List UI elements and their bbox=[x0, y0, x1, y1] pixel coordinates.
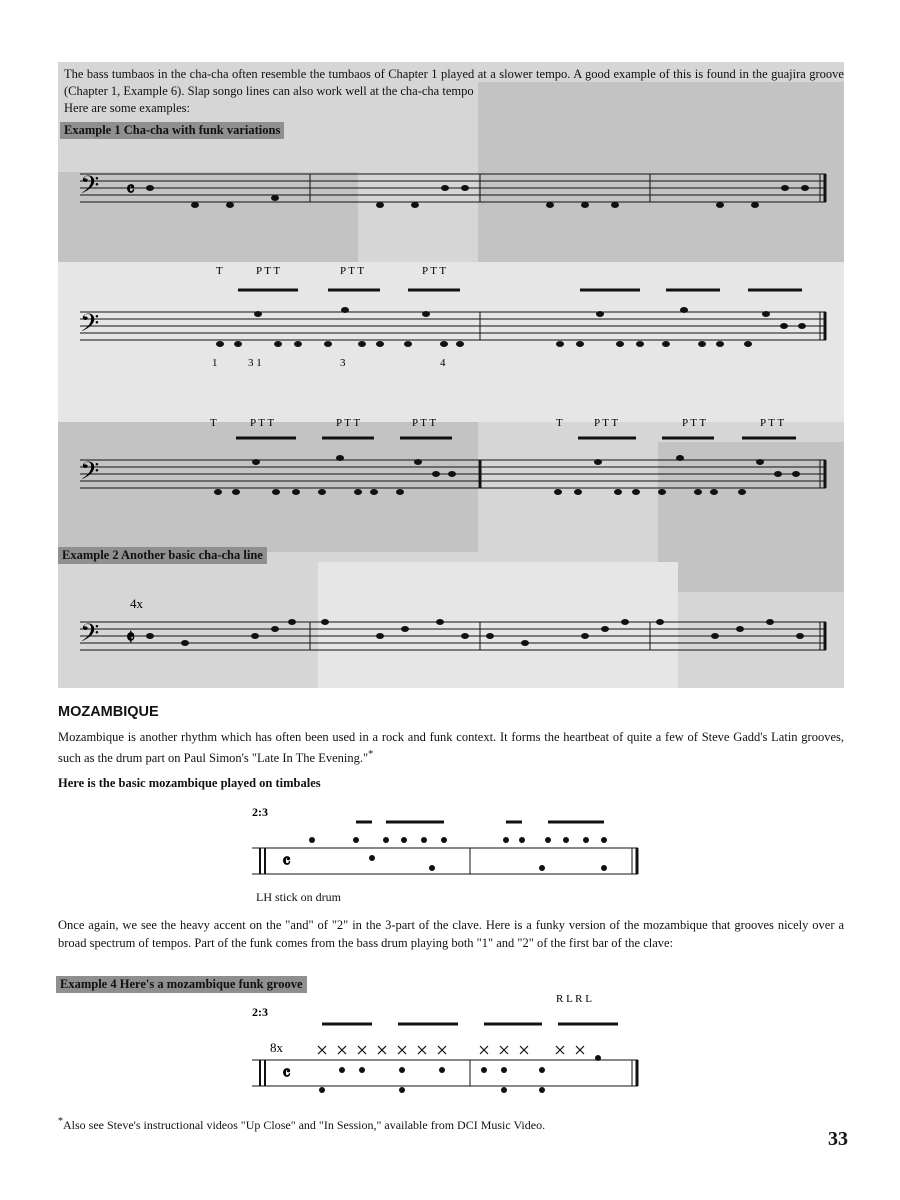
intro-text bbox=[64, 66, 844, 117]
footnote-text: Also see Steve's instructional videos "Up Close" and "In Session," available from DCI Music Video. bbox=[63, 1118, 546, 1132]
repeat-count: 8x bbox=[270, 1040, 283, 1055]
slap-marking: P T T bbox=[412, 417, 437, 429]
mozambique-paragraph bbox=[58, 728, 844, 767]
fingering: 3 1 bbox=[248, 357, 262, 369]
footnote-marker: * bbox=[368, 749, 374, 760]
bass-clef-icon: 𝄢 bbox=[80, 620, 100, 653]
slap-marking: T bbox=[216, 265, 223, 277]
slap-marking: P T T bbox=[682, 417, 707, 429]
timbales-notation bbox=[252, 798, 652, 888]
notation-caption: LH stick on drum bbox=[256, 890, 341, 904]
example-4-notation bbox=[252, 990, 652, 1100]
example-1-staff-row-2 bbox=[70, 262, 830, 372]
slap-marking: P T T bbox=[336, 417, 361, 429]
slap-marking: P T T bbox=[250, 417, 275, 429]
example-2-label: Example 2 Another basic cha-cha line bbox=[58, 547, 267, 564]
intro-line-2: Here are some examples: bbox=[64, 101, 190, 115]
slap-marking: P T T bbox=[422, 265, 447, 277]
bass-clef-icon: 𝄢 bbox=[80, 458, 100, 491]
common-time-icon: 𝄴 bbox=[282, 851, 291, 873]
slap-marking: P T T bbox=[340, 265, 365, 277]
timbales-subhead: Here is the basic mozambique played on timbales bbox=[58, 776, 321, 790]
footnote bbox=[58, 1116, 545, 1133]
fingering: 1 bbox=[212, 357, 218, 369]
page-number: 33 bbox=[828, 1128, 848, 1150]
paragraph-text: Mozambique is another rhythm which has often been used in a rock and funk context. It forms the heartbeat of quite a few of Steve Gadd's Latin grooves, such as the drum part on Paul Simon's "Late In The Evening." bbox=[58, 730, 844, 766]
example-2-staff bbox=[70, 592, 830, 672]
common-time-icon: 𝄴 bbox=[282, 1063, 291, 1085]
common-time-icon: 𝄴 bbox=[126, 179, 135, 201]
bass-clef-icon: 𝄢 bbox=[80, 172, 100, 205]
bass-clef-icon: 𝄢 bbox=[80, 310, 100, 343]
repeat-count: 4x bbox=[130, 596, 143, 611]
example-4-label: Example 4 Here's a mozambique funk groove bbox=[56, 976, 307, 993]
clave-label: 2:3 bbox=[252, 1005, 268, 1019]
cut-time-icon: 𝄵 bbox=[126, 627, 135, 649]
slap-marking: T bbox=[556, 417, 563, 429]
slap-marking: P T T bbox=[760, 417, 785, 429]
fingering: 3 bbox=[340, 357, 346, 369]
fingering: 4 bbox=[440, 357, 446, 369]
section-heading: MOZAMBIQUE bbox=[58, 704, 159, 720]
example-1-staff-row-1 bbox=[70, 168, 830, 218]
clave-label: 2:3 bbox=[252, 805, 268, 819]
slap-marking: T bbox=[210, 417, 217, 429]
sticking-label: R L R L bbox=[556, 993, 592, 1005]
mozambique-paragraph-2: Once again, we see the heavy accent on the "and" of "2" in the 3-part of the clave. Here is a funky version of the mozambique that grooves nicely over a broad spectrum of tempos. Part of the funk comes from the bass drum playing both "1" and "2" of the first bar of the clave: bbox=[58, 918, 844, 950]
slap-marking: P T T bbox=[256, 265, 281, 277]
example-1-label: Example 1 Cha-cha with funk variations bbox=[60, 122, 284, 139]
example-1-staff-row-3 bbox=[70, 414, 830, 504]
slap-marking: P T T bbox=[594, 417, 619, 429]
footnote-marker: * bbox=[58, 1116, 63, 1127]
intro-line-1: The bass tumbaos in the cha-cha often resemble the tumbaos of Chapter 1 played at a slower tempo. A good example of this is found in the guajira groove (Chapter 1, Example 6). Slap songo lines can also work well at the cha-cha tempo bbox=[64, 67, 844, 98]
